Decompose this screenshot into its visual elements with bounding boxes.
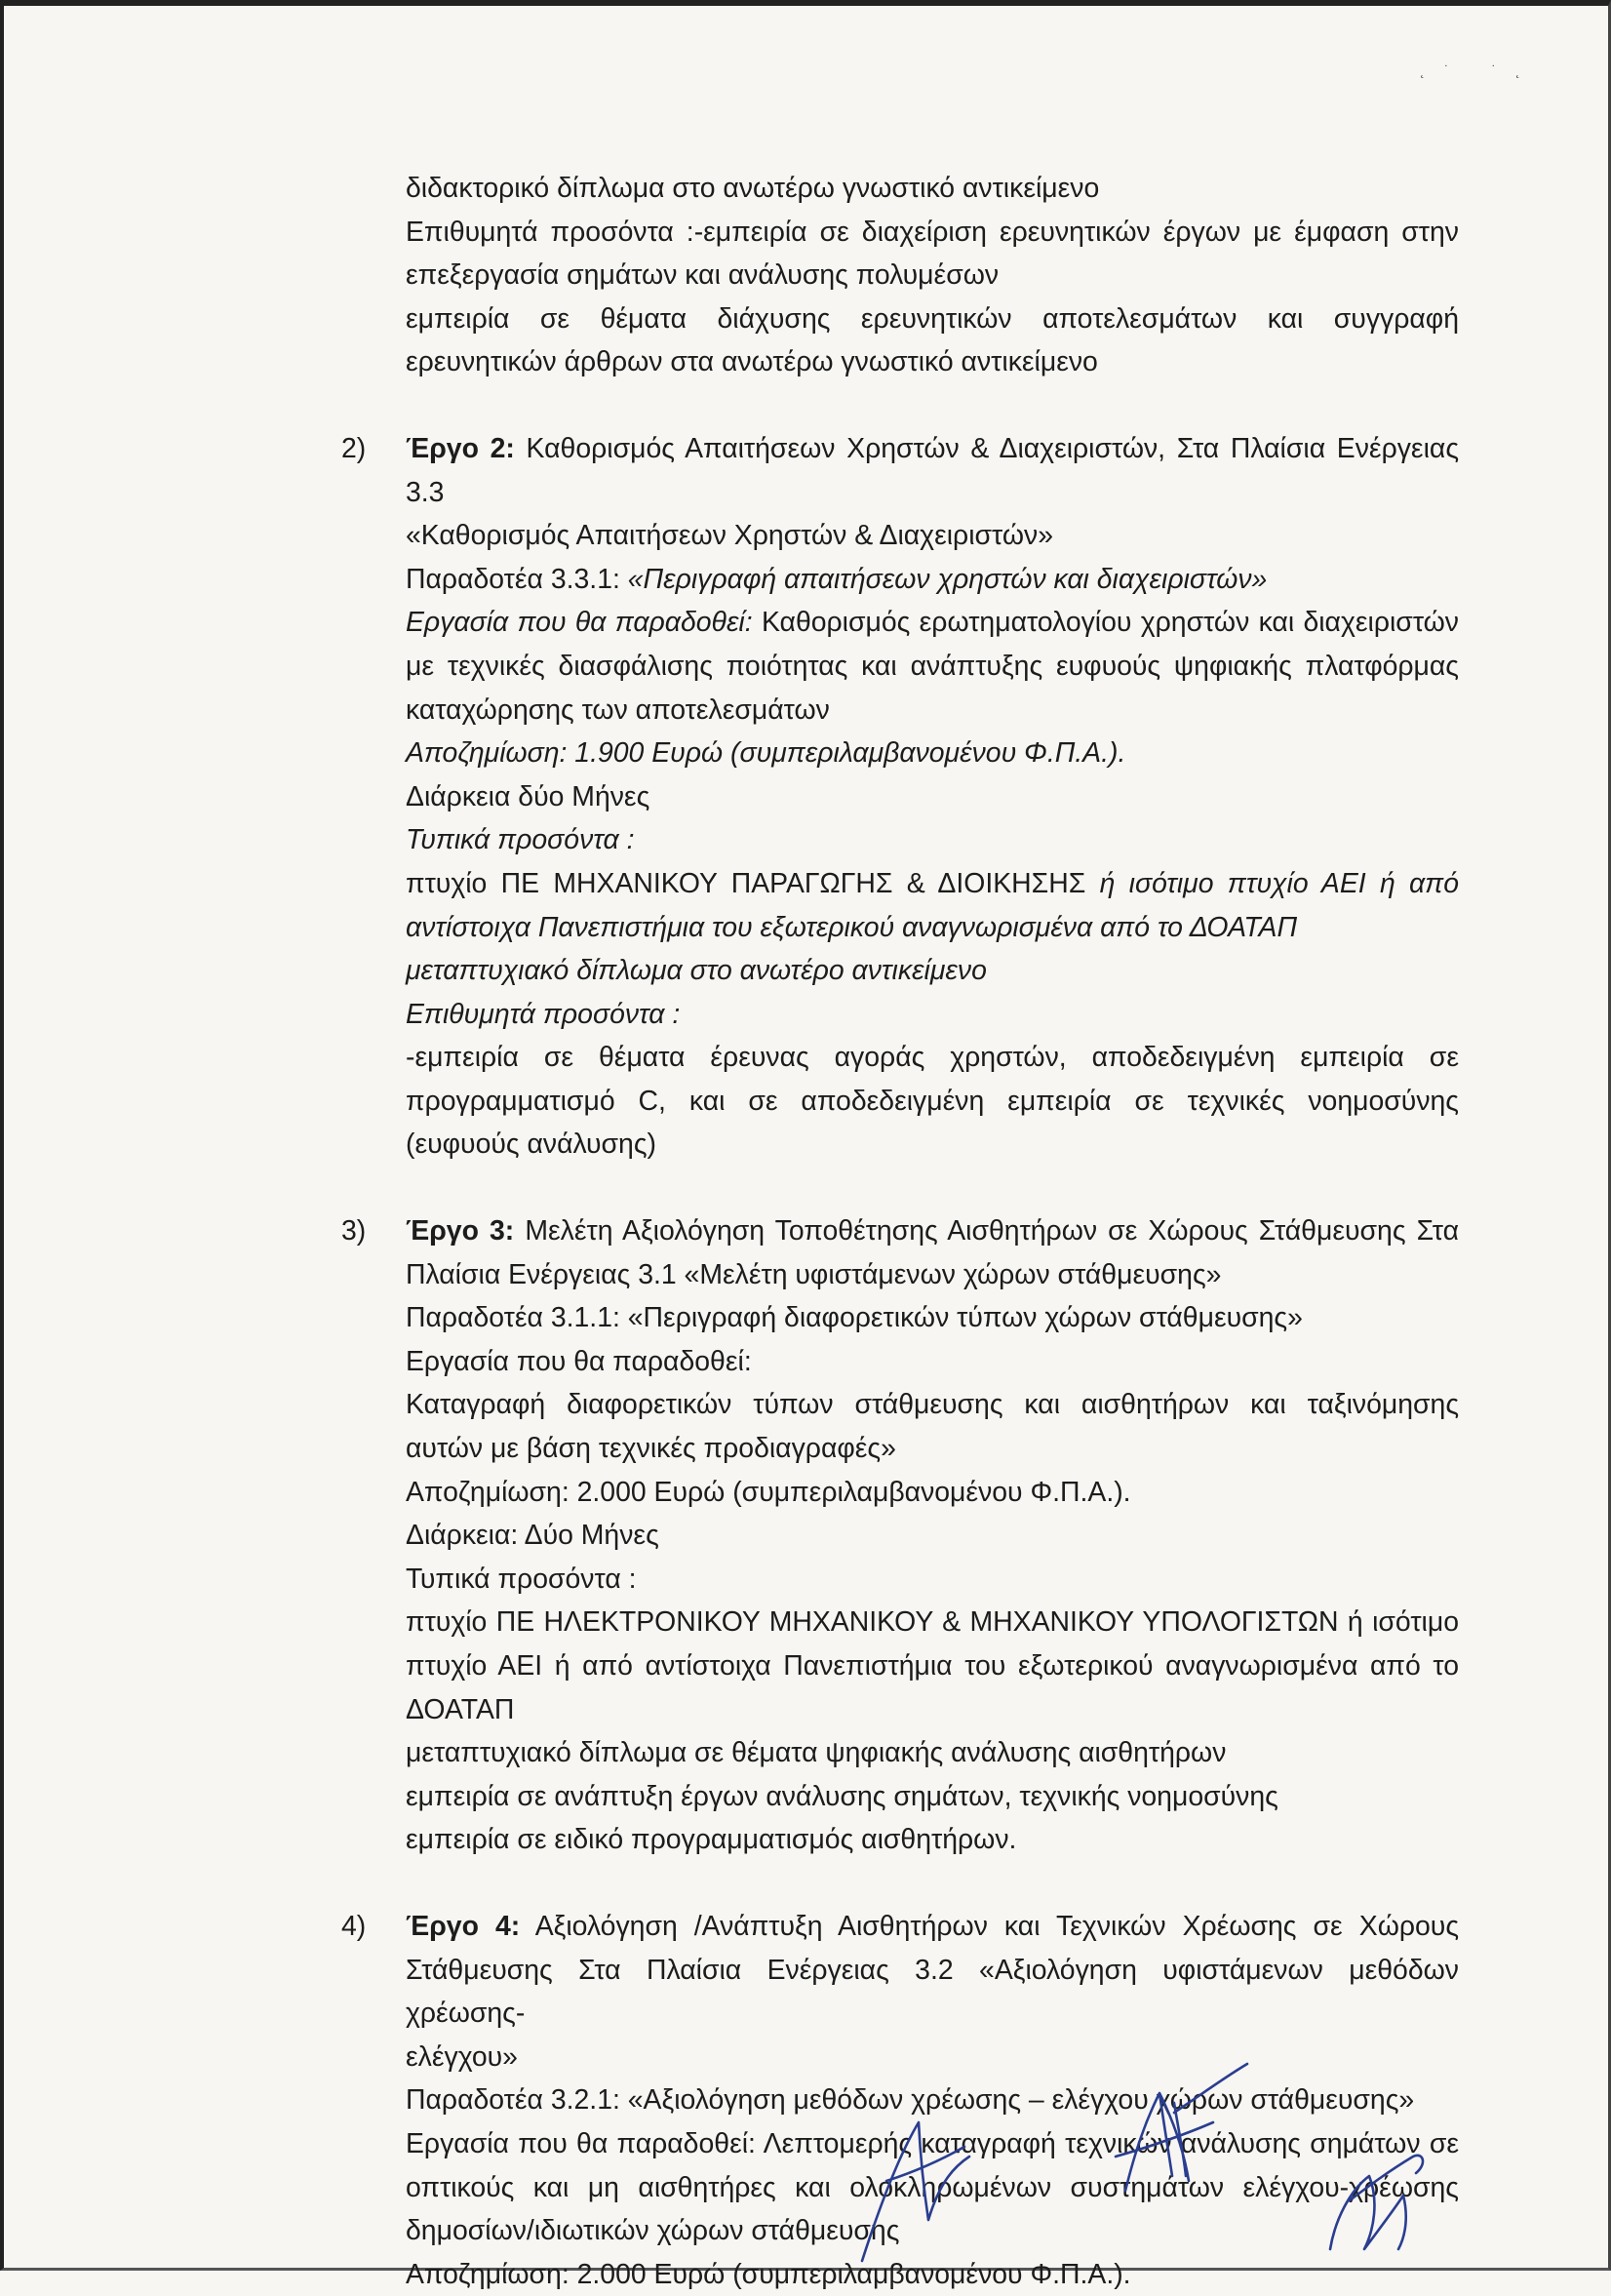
item-title-line-1	[406, 427, 1459, 514]
item-formal-line-3: ΔΟΑΤΑΠ	[406, 1693, 515, 1725]
item-work-line-2: αυτών με βάση τεχνικές προδιαγραφές»	[406, 1433, 896, 1465]
item-work-line-2: οπτικούς και μη αισθητήρες και ολοκληρωμένων συστημάτων ελέγχου-χρέωσης	[406, 2171, 1459, 2203]
item-title-bold: Έργο 4:	[406, 1910, 521, 1942]
item-deliverable: Παραδοτέα 3.2.1: «Αξιολόγηση μεθόδων χρέωσης – ελέγχου χώρων στάθμευσης»	[406, 2084, 1415, 2117]
deliverable-title: «Περιγραφή απαιτήσεων χρηστών και διαχειριστών»	[627, 563, 1268, 595]
work-text: Καθορισμός ερωτηματολογίου χρηστών και διαχειριστών	[752, 607, 1459, 639]
item-desired-line-2: προγραμματισμό C, και σε αποδεδειγμένη εμπειρία σε τεχνικές νοημοσύνης	[406, 1085, 1459, 1117]
item-compensation: Αποζημίωση: 2.000 Ευρώ (συμπεριλαμβανομένου Φ.Π.Α.).	[406, 2258, 1131, 2290]
formal-degree: πτυχίο ΠΕ ΜΗΧΑΝΙΚΟΥ ΠΑΡΑΓΩΓΗΣ & ΔΙΟΙΚΗΣΗΣ	[406, 867, 1100, 899]
document-body	[341, 167, 1460, 2296]
item-compensation: Αποζημίωση: 2.000 Ευρώ (συμπεριλαμβανομένου Φ.Π.Α.).	[406, 1476, 1131, 1508]
item-work-line-3: δημοσίων/ιδιωτικών χώρων στάθμευσης	[406, 2215, 900, 2247]
item-title-text: Καθορισμός Απαιτήσεων Χρηστών & Διαχειριστών, Στα Πλαίσια Ενέργειας 3.3	[406, 432, 1459, 508]
item-deliverable	[406, 558, 1459, 602]
item-formal-label: Τυπικά προσόντα :	[406, 824, 635, 856]
item-work-line-1	[406, 601, 1459, 645]
item-extra-line-3: εμπειρία σε ειδικό προγραμματισμός αισθητήρων.	[406, 1824, 1017, 1856]
intro-desired-2: επεξεργασία σημάτων και ανάλυσης πολυμέσων	[406, 259, 1000, 292]
item-extra-line-2: εμπειρία σε ανάπτυξη έργων ανάλυσης σημάτων, τεχνικής νοημοσύνης	[406, 1780, 1278, 1812]
item-formal-line-3: μεταπτυχιακό δίπλωμα στο ανωτέρο αντικείμενο	[406, 955, 987, 987]
item-duration: Διάρκεια: Δύο Μήνες	[406, 1520, 659, 1552]
item-formal-line-1: πτυχίο ΠΕ ΗΛΕΚΤΡΟΝΙΚΟΥ ΜΗΧΑΝΙΚΟΥ & ΜΗΧΑΝΙΚΟΥ ΥΠΟΛΟΓΙΣΤΩΝ ή ισότιμο	[406, 1606, 1459, 1639]
item-desired-line-3: (ευφυούς ανάλυσης)	[406, 1128, 656, 1161]
item-work-line-1: Καταγραφή διαφορετικών τύπων στάθμευσης και αισθητήρων και ταξινόμησης	[406, 1389, 1459, 1421]
work-label: Εργασία που θα παραδοθεί:	[406, 607, 753, 639]
item-duration: Διάρκεια δύο Μήνες	[406, 780, 650, 812]
intro-desired-3: εμπειρία σε θέματα διάχυσης ερευνητικών αποτελεσμάτων και συγγραφή	[406, 302, 1459, 335]
item-number: 3)	[341, 1215, 367, 1247]
item-title-line-2: Πλαίσια Ενέργειας 3.1 «Μελέτη υφιστάμενων χώρων στάθμευσης»	[406, 1258, 1222, 1290]
item-work-line-2: με τεχνικές διασφάλισης ποιότητας και ανάπτυξης ευφυούς ψηφιακής πλατφόρμας	[406, 650, 1459, 682]
work-item-3	[341, 1209, 1460, 1862]
intro-desired-4: ερευνητικών άρθρων στα ανωτέρω γνωστικό αντικείμενο	[406, 346, 1098, 378]
item-extra-line-1: μεταπτυχιακό δίπλωμα σε θέματα ψηφιακής ανάλυσης αισθητήρων	[406, 1737, 1227, 1769]
item-title-bold: Έργο 3:	[406, 1215, 515, 1247]
item-compensation: Αποζημίωση: 1.900 Ευρώ (συμπεριλαμβανομένου Φ.Π.Α.).	[406, 737, 1126, 770]
item-number: 2)	[341, 432, 367, 464]
item-desired-label: Επιθυμητά προσόντα :	[406, 998, 681, 1030]
item-title-line-2: Στάθμευσης Στα Πλαίσια Ενέργειας 3.2 «Αξιολόγηση υφιστάμενων μεθόδων χρέωσης-	[406, 1954, 1459, 2030]
work-item-4	[341, 1905, 1460, 2296]
item-formal-line-1	[406, 862, 1459, 906]
item-formal-label: Τυπικά προσόντα :	[406, 1563, 637, 1595]
item-title-text: Μελέτη Αξιολόγηση Τοποθέτησης Αισθητήρων σε Χώρους Στάθμευσης Στα	[514, 1215, 1460, 1247]
item-formal-line-2: πτυχίο ΑΕΙ ή από αντίστοιχα Πανεπιστήμια του εξωτερικού αναγνωρισμένα από το	[406, 1650, 1459, 1682]
deliverable-prefix: Παραδοτέα 3.3.1:	[406, 563, 628, 595]
intro-desired-1: Επιθυμητά προσόντα :-εμπειρία σε διαχείριση ερευνητικών έργων με έμφαση στην	[406, 216, 1459, 248]
item-work-label: Εργασία που θα παραδοθεί:	[406, 1345, 752, 1377]
item-work-line-3: καταχώρησης των αποτελεσμάτων	[406, 693, 830, 726]
formal-equivalent: ή ισότιμο πτυχίο ΑΕΙ ή από	[1099, 867, 1459, 899]
item-desired-line-1: -εμπειρία σε θέματα έρευνας αγοράς χρηστών, αποδεδειγμένη εμπειρία σε	[406, 1042, 1459, 1074]
item-number: 4)	[341, 1910, 367, 1942]
item-title-bold: Έργο 2:	[406, 432, 515, 464]
item-title-line-1	[406, 1209, 1459, 1253]
item-work-line-1: Εργασία που θα παραδοθεί: Λεπτομερής καταγραφή τεχνικών ανάλυσης σημάτων σε	[406, 2127, 1459, 2159]
item-formal-line-2: αντίστοιχα Πανεπιστήμια του εξωτερικού αναγνωρισμένα από το ΔΟΑΤΑΠ	[406, 911, 1298, 943]
intro-line-1: διδακτορικό δίπλωμα στο ανωτέρω γνωστικό αντικείμενο	[406, 173, 1100, 204]
item-title-line-1	[406, 1905, 1459, 1949]
item-title-text: Αξιολόγηση /Ανάπτυξη Αισθητήρων και Τεχνικών Χρέωσης σε Χώρους	[520, 1910, 1460, 1942]
work-item-2	[341, 427, 1459, 1167]
item-title-line-3: ελέγχου»	[406, 2040, 518, 2073]
item-deliverable: Παραδοτέα 3.1.1: «Περιγραφή διαφορετικών τύπων χώρων στάθμευσης»	[406, 1302, 1303, 1334]
scan-marks: ˛˙ ˙˛	[1420, 62, 1540, 78]
item-title-line-2: «Καθορισμός Απαιτήσεων Χρηστών & Διαχειριστών»	[406, 520, 1053, 552]
